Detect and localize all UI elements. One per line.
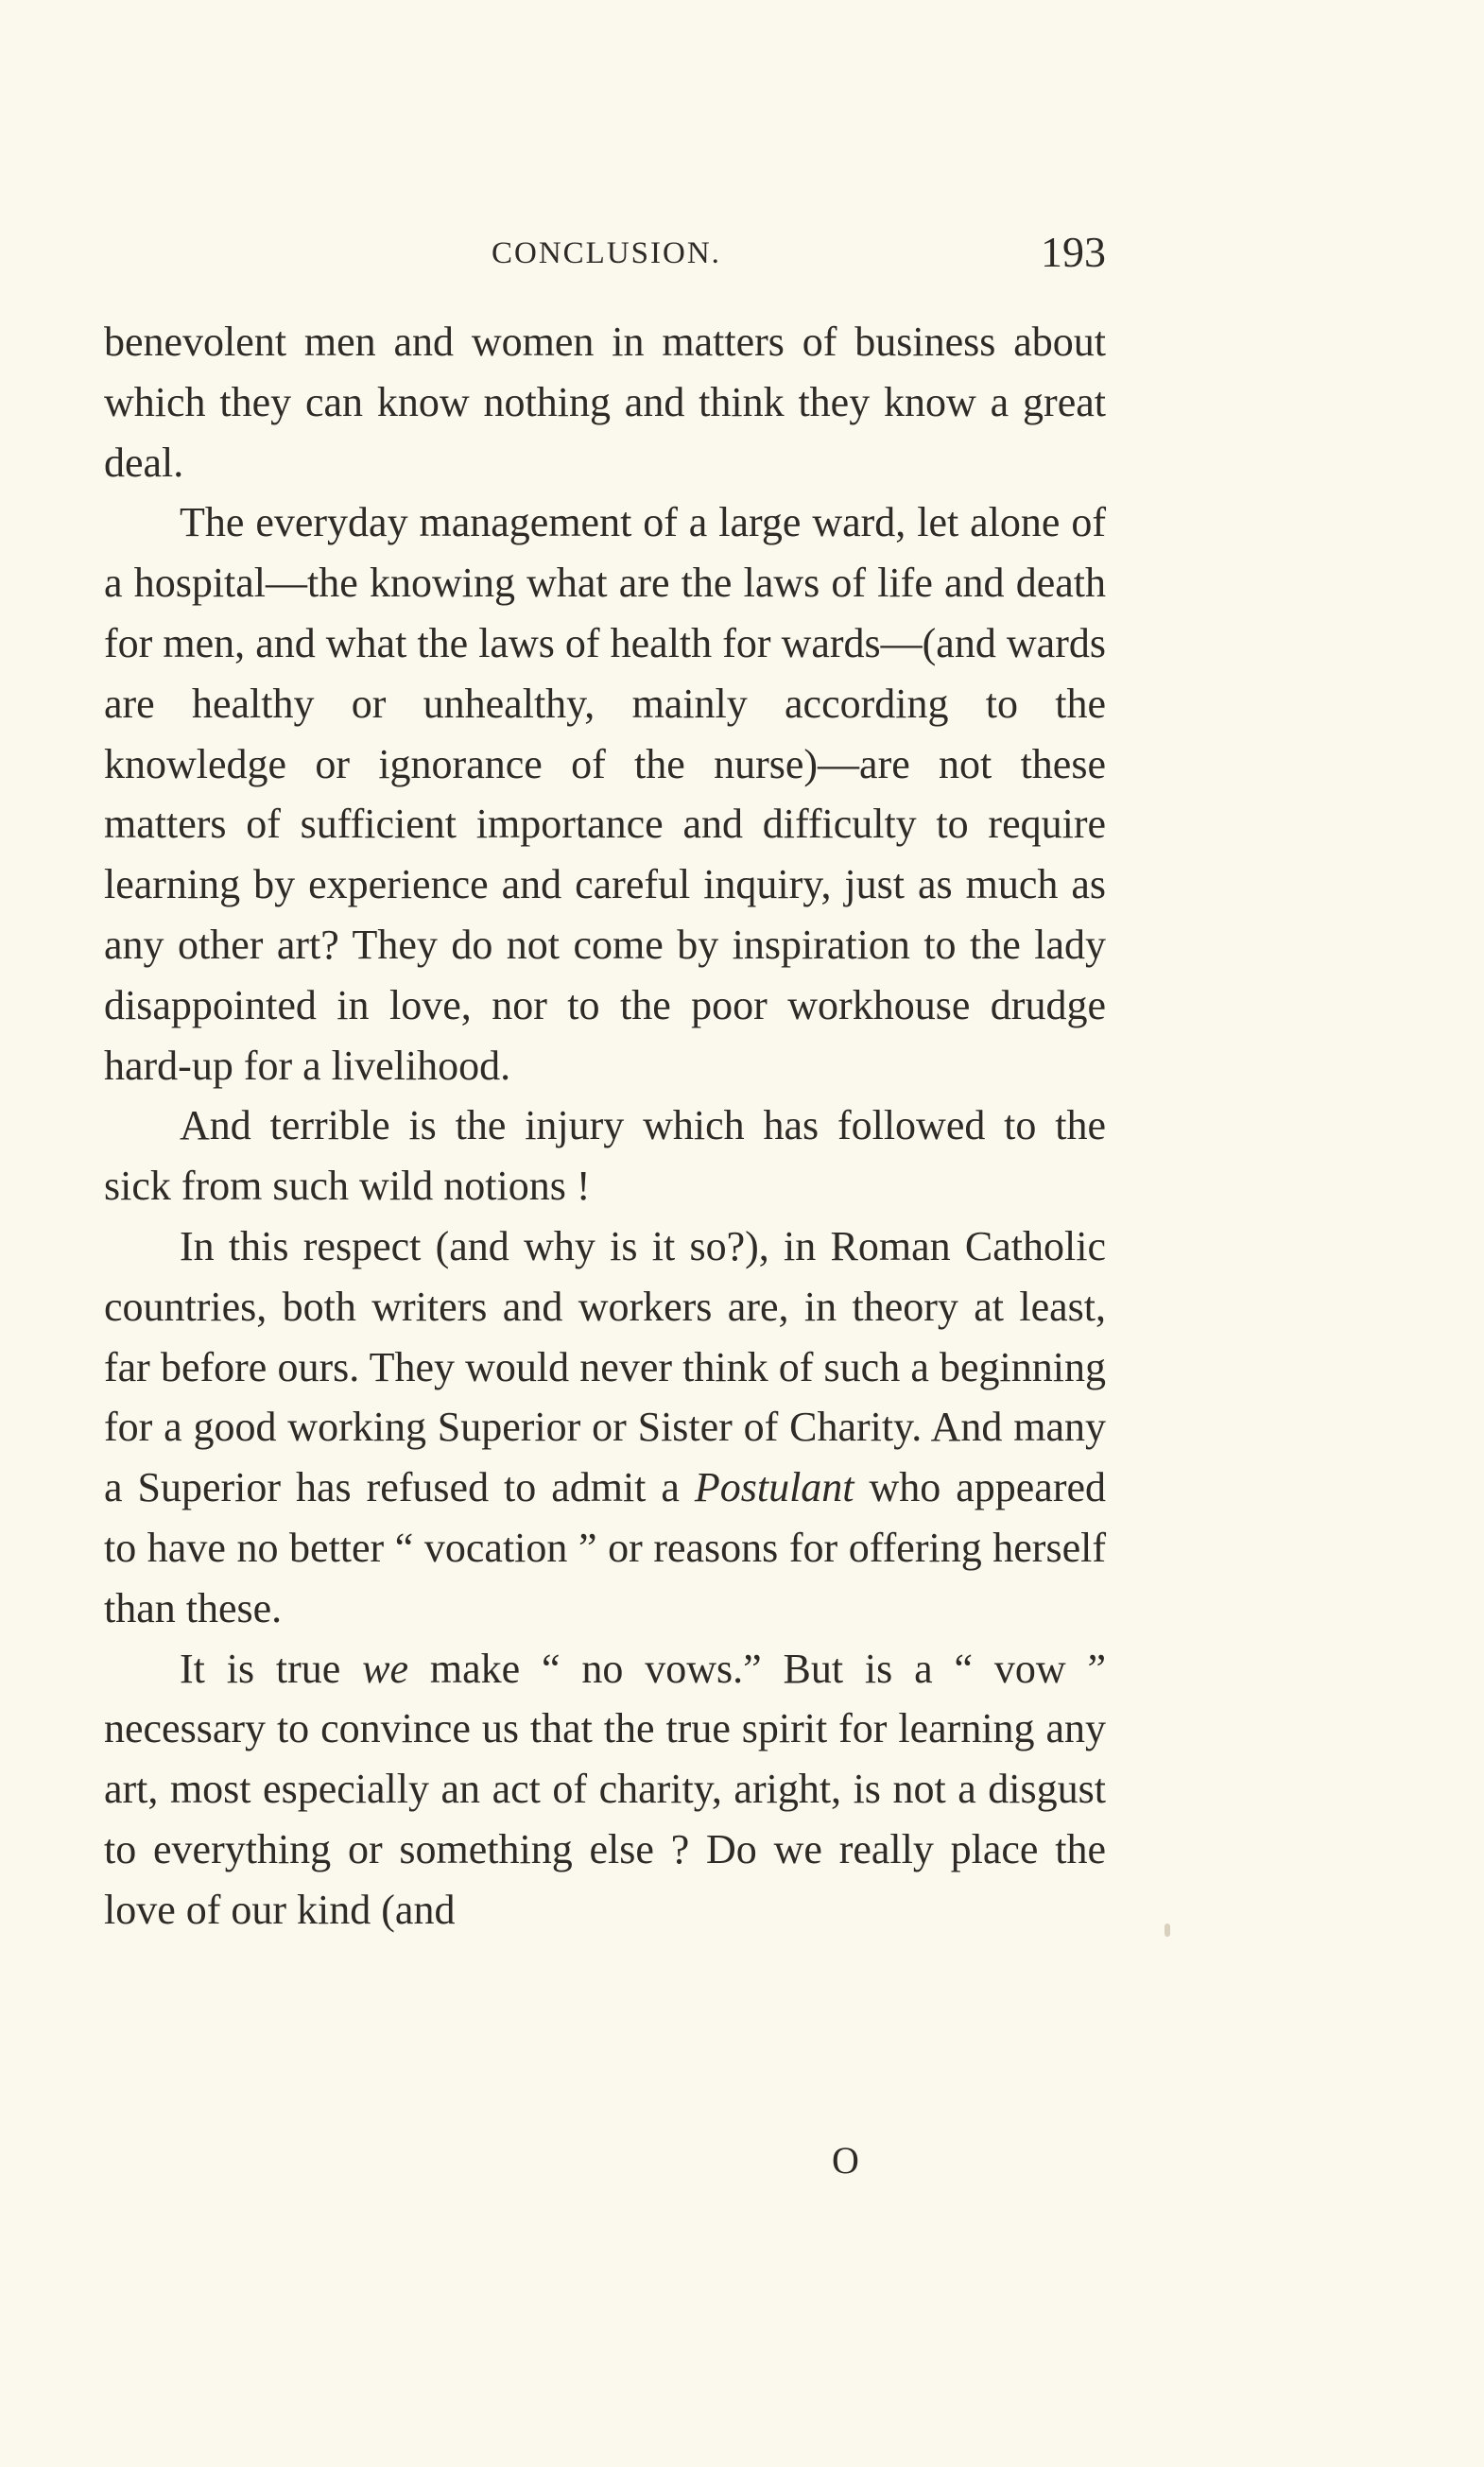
paragraph: [104, 1095, 1106, 1216]
italic-text: Postulant: [694, 1464, 854, 1511]
running-title: CONCLUSION.: [492, 236, 721, 270]
paragraph-text: In this respect (and why is it so?), in Roman Catholic countries, both writers and workers are, in theory at least, far before ours. They would never think of such a beginning for a good working Superior or Sister of Charity. And many a Superior has refused to admit a: [104, 1222, 1106, 1511]
paragraph-text: benevolent men and women in matters of business about which they can know nothing and think they know a great deal.: [104, 319, 1106, 486]
paragraph-text: who appeared to have no better “ vocation ” or reasons for offering herself than these.: [104, 1464, 1107, 1631]
paragraph: [104, 312, 1106, 492]
paragraph-text: The everyday management of a large ward, let alone of a hospital—the knowing what are the laws of life and death for men, and what the laws of health for wards—(and wards are healthy or unhealthy, mainly according to the knowledge or ignorance of the nurse)—are not these matters of sufficient importance and difficulty to require learning by experience and careful inquiry, just as much as any other art? They do not come by inspiration to the lady disappointed in love, nor to the poor workhouse drudge hard-up for a livelihood.: [104, 499, 1106, 1089]
signature-mark: O: [832, 2139, 859, 2182]
paragraph-text: And terrible is the injury which has followed to the sick from such wild notions !: [104, 1102, 1106, 1210]
paragraph-text: It is true: [180, 1645, 363, 1692]
running-head: [104, 227, 1106, 284]
body-text: [104, 312, 1106, 1941]
paragraph: [104, 492, 1106, 1095]
paragraph-text: make “ no vows.” But is a “ vow ” necessary to convince us that the true spirit for learning any art, most especially an act of charity, aright, is not a disgust to everything or something else ? Do we really place the love of our kind (and: [104, 1645, 1106, 1933]
page-number: 193: [1041, 228, 1106, 276]
paragraph: [104, 1216, 1106, 1639]
paper-speck: [1165, 1924, 1170, 1937]
paragraph: [104, 1639, 1106, 1941]
italic-text: we: [362, 1645, 409, 1692]
